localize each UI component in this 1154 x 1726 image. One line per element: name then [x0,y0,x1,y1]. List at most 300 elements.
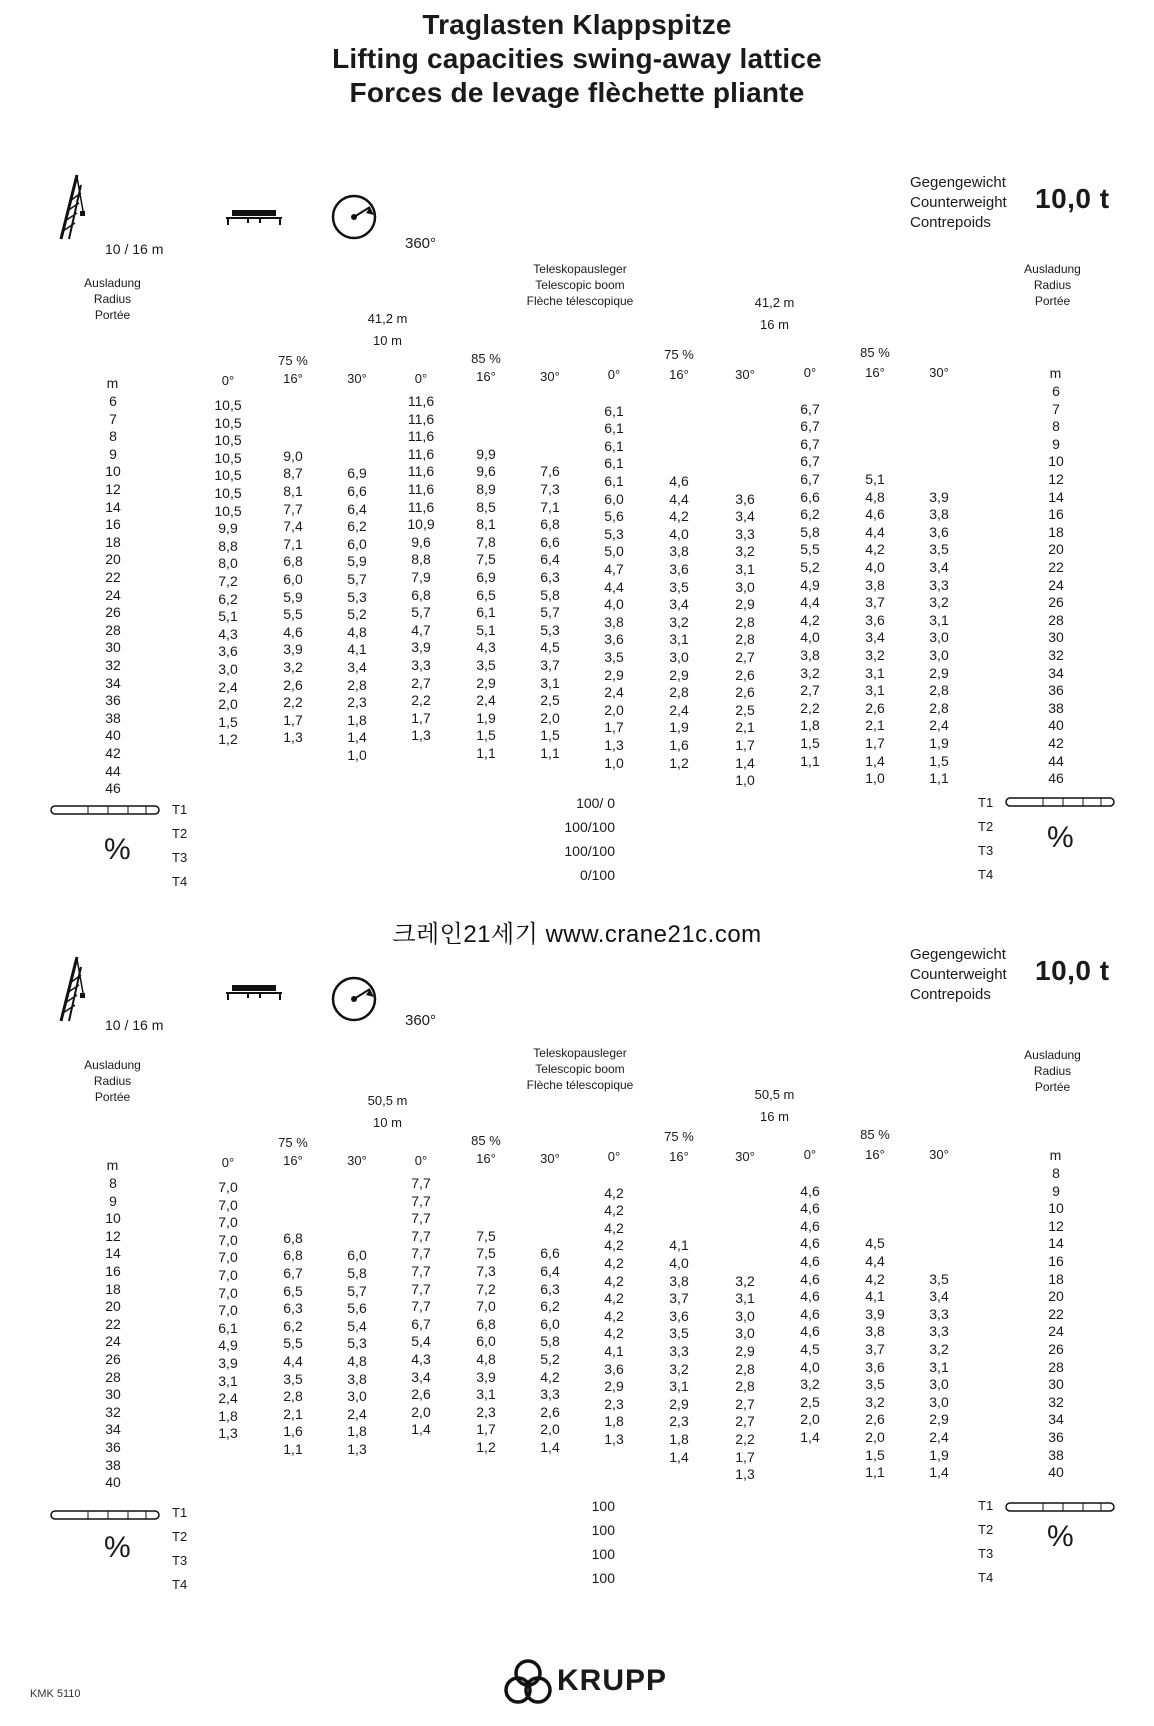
capacity-cell: 3,2 [735,1272,755,1289]
capacity-cell: 2,3 [476,1403,496,1420]
capacity-cell: 3,7 [865,594,885,611]
capacity-cell: 1,0 [735,772,755,789]
telescope-section-left-1: T2 [172,1529,188,1544]
capacity-cell: 6,1 [604,402,624,419]
capacity-cell: 6,8 [283,1247,303,1264]
capacity-cell: 2,8 [929,699,949,716]
capacity-cell: 5,4 [347,1317,367,1334]
angle-header-4: 16° [476,369,496,384]
radius-left-13: 32 [105,1403,121,1420]
radius-right-13: 32 [1048,1393,1064,1410]
capacity-cell: 1,5 [865,1446,885,1463]
angle-header-4: 16° [476,1151,496,1166]
telescopic-header-1: Telescopic boom [535,278,625,292]
telescope-value-0: 100/ 0 [576,795,615,811]
radius-left-9: 20 [105,551,121,568]
percent-symbol-left: % [104,833,131,866]
angle-header-9: 0° [803,365,817,380]
radius-header-left-1: Radius [93,292,132,306]
capacity-cell: 7,6 [540,463,560,480]
capacity-cell: 8,1 [476,516,496,533]
boom-length-1: 41,2 m [754,295,795,310]
capacity-cell: 2,9 [929,664,949,681]
capacity-cell: 7,3 [476,1263,496,1279]
capacity-cell: 4,4 [283,1353,303,1369]
capacity-cell: 4,2 [604,1184,624,1201]
capacity-cell: 2,4 [604,684,624,701]
capacity-cell: 11,6 [407,428,435,445]
capacity-cell: 2,9 [476,674,496,691]
capacity-cell: 1,0 [604,754,624,771]
capacity-cell: 3,3 [929,1323,949,1340]
radius-left-7: 20 [105,1298,121,1315]
radius-left-8: 22 [105,1315,121,1332]
capacity-cell: 5,7 [347,571,367,587]
capacity-cell: 3,4 [411,1368,431,1385]
radius-header-left-0: Ausladung [84,276,141,290]
capacity-cell: 6,2 [540,1298,560,1315]
telescope-value-2: 100/100 [564,843,615,859]
radius-right-2: 8 [1052,418,1060,435]
capacity-cell: 3,6 [929,523,949,540]
capacity-cell: 3,0 [929,629,949,646]
luffing-percent-0: 75 % [278,353,308,368]
capacity-cell: 3,3 [929,1305,949,1322]
capacity-cell: 3,3 [540,1386,560,1403]
radius-right-21: 44 [1048,752,1064,769]
capacity-cell: 2,0 [540,1421,560,1438]
angle-header-8: 30° [735,1149,755,1164]
capacity-cell: 3,5 [604,649,624,665]
capacity-cell: 7,0 [218,1231,238,1248]
capacity-cell: 3,9 [476,1368,496,1385]
luffing-percent-2: 75 % [664,347,694,362]
capacity-cell: 6,8 [540,516,560,533]
angle-header-2: 30° [347,371,367,386]
slew-angle: 360° [405,235,437,252]
angle-header-5: 30° [540,369,560,384]
capacity-cell: 6,3 [540,569,560,585]
angle-header-8: 30° [735,367,755,382]
capacity-cell: 3,5 [929,1270,949,1287]
capacity-cell: 1,7 [735,1448,755,1465]
radius-right-14: 30 [1048,629,1064,646]
capacity-cell: 4,0 [865,559,885,575]
telescopic-header-0: Teleskopausleger [533,1046,627,1060]
capacity-cell: 3,1 [669,1378,689,1395]
capacity-cell: 5,7 [411,604,431,621]
capacity-cell: 4,1 [865,1288,885,1305]
luffing-percent-2: 75 % [664,1129,694,1144]
radius-left-15: 36 [105,1439,121,1455]
telescope-value-3: 100 [591,1570,615,1586]
counterweight-value: 10,0 t [1035,955,1110,986]
radius-header-left-0: Ausladung [84,1058,141,1072]
radius-right-9: 24 [1048,1323,1064,1340]
radius-left-12: 30 [105,1386,121,1403]
boom-section-icon [50,1508,160,1527]
radius-header-right-2: Portée [1034,1080,1071,1094]
capacity-cell: 3,3 [669,1343,689,1359]
capacity-cell: 5,5 [283,1335,303,1352]
radius-left-1: 9 [109,1192,117,1209]
capacity-cell: 4,4 [865,1253,885,1269]
capacity-cell: 4,2 [865,1270,885,1287]
capacity-cell: 1,5 [929,752,949,769]
capacity-cell: 4,3 [218,625,238,642]
capacity-cell: 10,5 [214,502,242,519]
capacity-cell: 6,0 [540,1315,560,1332]
capacity-cell: 2,6 [735,684,755,701]
capacity-cell: 7,1 [540,498,560,515]
crane-boom-icon [55,953,85,1028]
capacity-cell: 4,4 [865,523,885,540]
capacity-cell: 10,5 [214,397,242,413]
radius-left-5: 16 [105,1263,121,1279]
capacity-cell: 1,0 [865,770,885,787]
telescope-value-1: 100/100 [564,819,615,835]
capacity-cell: 6,2 [800,506,820,523]
capacity-cell: 11,6 [407,445,435,462]
capacity-cell: 6,4 [540,1263,560,1279]
capacity-cell: 1,3 [347,1441,367,1457]
watermark: 크레인21세기 www.crane21c.com [392,921,762,948]
capacity-cell: 7,7 [411,1227,431,1244]
angle-header-6: 0° [607,1149,621,1164]
capacity-cell: 4,6 [800,1235,820,1252]
radius-left-6: 14 [105,498,121,515]
capacity-cell: 1,8 [604,1413,624,1430]
capacity-cell: 2,7 [800,682,820,699]
capacity-cell: 3,3 [411,657,431,673]
capacity-cell: 3,1 [669,631,689,648]
radius-left-3: 9 [109,445,117,462]
capacity-cell: 2,4 [218,1390,238,1407]
capacity-cell: 3,0 [218,661,238,677]
capacity-table-50m [0,945,1154,1595]
capacity-cell: 7,5 [476,551,496,568]
capacity-cell: 7,7 [411,1245,431,1262]
capacity-cell: 6,7 [800,418,820,435]
radius-header-right-1: Radius [1033,1064,1072,1078]
slewing-360-icon [330,975,378,1028]
capacity-cell: 1,8 [218,1407,238,1424]
capacity-cell: 8,9 [476,481,496,497]
capacity-cell: 5,3 [347,1335,367,1352]
jib-length: 10 / 16 m [105,241,164,257]
capacity-cell: 3,2 [283,659,303,675]
capacity-cell: 4,6 [800,1270,820,1287]
outrigger-icon [224,980,284,1007]
telescopic-header-2: Flèche télescopique [526,1078,634,1092]
capacity-cell: 2,7 [411,674,431,691]
capacity-cell: 3,1 [929,1358,949,1375]
radius-right-5: 16 [1048,1253,1064,1269]
capacity-cell: 1,2 [218,731,238,748]
capacity-cell: 3,6 [865,611,885,628]
luffing-percent-1: 85 % [471,1133,501,1148]
capacity-cell: 4,2 [669,508,689,525]
capacity-cell: 5,0 [604,543,624,560]
capacity-cell: 1,1 [929,770,949,787]
capacity-cell: 3,6 [669,1307,689,1324]
capacity-cell: 5,2 [540,1351,560,1367]
capacity-cell: 6,3 [540,1280,560,1297]
capacity-cell: 1,3 [604,1431,624,1447]
capacity-cell: 5,3 [540,621,560,638]
capacity-cell: 1,7 [283,711,303,728]
capacity-cell: 9,9 [218,520,238,537]
capacity-cell: 1,9 [929,1446,949,1463]
capacity-cell: 1,5 [540,727,560,744]
capacity-cell: 1,1 [540,745,560,761]
capacity-cell: 2,7 [735,649,755,665]
luffing-percent-0: 75 % [278,1135,308,1150]
capacity-cell: 4,4 [669,490,689,507]
capacity-cell: 1,9 [669,719,689,736]
capacity-cell: 4,2 [604,1307,624,1324]
radius-header-right-0: Ausladung [1024,1048,1081,1062]
radius-right-15: 32 [1048,647,1064,663]
telescope-value-2: 100 [591,1546,615,1562]
capacity-cell: 3,2 [669,613,689,630]
capacity-cell: 7,7 [411,1210,431,1227]
capacity-cell: 3,6 [218,643,238,660]
radius-left-8: 18 [105,533,121,550]
capacity-cell: 7,7 [411,1263,431,1279]
radius-left-0: 6 [109,393,117,409]
capacity-cell: 6,1 [604,420,624,437]
capacity-cell: 4,6 [283,623,303,640]
capacity-cell: 3,4 [347,659,367,675]
capacity-cell: 4,3 [411,1351,431,1367]
radius-left-7: 16 [105,516,121,533]
capacity-cell: 3,5 [283,1370,303,1387]
capacity-cell: 7,7 [283,500,303,517]
capacity-cell: 4,6 [800,1305,820,1322]
radius-left-0: 8 [109,1175,117,1191]
capacity-cell: 6,7 [411,1315,431,1332]
boom-length-0: 41,2 m [367,311,408,326]
radius-right-5: 12 [1048,471,1064,487]
radius-right-1: 9 [1052,1182,1060,1199]
capacity-cell: 5,2 [800,559,820,575]
capacity-cell: 5,5 [800,541,820,558]
telescope-section-right-1: T2 [978,819,994,834]
capacity-cell: 7,9 [411,569,431,585]
telescope-section-right-3: T4 [978,867,994,882]
capacity-cell: 7,3 [540,481,560,497]
capacity-cell: 2,7 [735,1395,755,1412]
capacity-cell: 3,0 [929,1393,949,1410]
capacity-cell: 1,0 [347,747,367,763]
capacity-cell: 7,0 [218,1302,238,1319]
capacity-cell: 3,4 [669,596,689,613]
radius-right-4: 10 [1048,453,1064,470]
radius-right-0: 6 [1052,383,1060,399]
capacity-cell: 2,9 [735,596,755,613]
capacity-cell: 4,5 [865,1235,885,1252]
capacity-cell: 6,2 [218,590,238,607]
capacity-cell: 7,0 [218,1249,238,1266]
capacity-cell: 3,8 [865,576,885,593]
capacity-cell: 3,9 [929,488,949,505]
radius-right-20: 42 [1048,735,1064,751]
capacity-cell: 5,9 [283,588,303,605]
radius-header-left-2: Portée [94,1090,131,1104]
boom-section-icon [50,803,160,822]
capacity-cell: 2,6 [865,699,885,716]
counterweight-label-1: Counterweight [910,194,1007,211]
radius-right-11: 28 [1048,1358,1064,1375]
radius-left-2: 8 [109,428,117,445]
capacity-cell: 2,4 [347,1405,367,1422]
radius-left-4: 10 [105,463,121,480]
boom-section-icon [1005,795,1115,814]
capacity-cell: 4,1 [669,1237,689,1254]
capacity-cell: 3,9 [865,1305,885,1322]
angle-header-3: 0° [414,1153,428,1168]
title-de: Traglasten Klappspitze [422,9,732,40]
capacity-cell: 2,9 [735,1343,755,1359]
capacity-cell: 5,6 [604,508,624,525]
capacity-cell: 5,9 [347,553,367,570]
capacity-cell: 2,0 [218,696,238,713]
radius-header-left-1: Radius [93,1074,132,1088]
radius-right-10: 22 [1048,559,1064,575]
radius-right-8: 18 [1048,523,1064,540]
radius-header-left-2: Portée [94,308,131,322]
capacity-cell: 2,7 [735,1413,755,1430]
capacity-cell: 3,0 [735,578,755,595]
capacity-cell: 4,2 [604,1237,624,1254]
capacity-cell: 2,6 [540,1403,560,1420]
capacity-cell: 3,2 [735,543,755,560]
capacity-cell: 4,1 [347,641,367,658]
capacity-cell: 7,5 [476,1245,496,1262]
capacity-cell: 7,7 [411,1280,431,1297]
capacity-cell: 3,0 [735,1325,755,1342]
slew-angle: 360° [405,1012,437,1029]
capacity-cell: 2,8 [735,631,755,648]
capacity-cell: 7,0 [218,1196,238,1213]
capacity-cell: 4,6 [865,506,885,523]
capacity-cell: 7,7 [411,1192,431,1209]
capacity-cell: 2,9 [604,666,624,683]
capacity-cell: 1,8 [347,1423,367,1440]
telescope-section-left-0: T1 [172,1505,188,1520]
capacity-cell: 6,1 [604,437,624,454]
capacity-cell: 1,5 [476,727,496,744]
radius-right-12: 30 [1048,1376,1064,1393]
capacity-cell: 4,6 [669,473,689,489]
radius-right-9: 20 [1048,541,1064,558]
capacity-cell: 5,5 [283,606,303,623]
capacity-cell: 6,1 [476,604,496,621]
capacity-cell: 6,6 [540,1245,560,1262]
capacity-cell: 2,2 [283,694,303,711]
capacity-cell: 1,3 [735,1466,755,1483]
capacity-cell: 3,8 [929,506,949,523]
capacity-cell: 6,8 [411,586,431,603]
radius-left-17: 36 [105,692,121,709]
capacity-cell: 4,7 [411,621,431,638]
radius-right-12: 26 [1048,594,1064,611]
radius-left-21: 44 [105,762,121,779]
capacity-cell: 1,4 [735,754,755,771]
capacity-cell: 6,9 [476,569,496,585]
capacity-cell: 1,2 [476,1439,496,1455]
capacity-cell: 1,8 [669,1431,689,1447]
capacity-cell: 3,0 [929,647,949,663]
capacity-cell: 2,2 [735,1431,755,1447]
counterweight-value: 10,0 t [1035,183,1110,214]
capacity-cell: 2,0 [800,1411,820,1428]
capacity-cell: 3,9 [283,641,303,658]
capacity-cell: 1,1 [476,745,496,761]
capacity-cell: 3,5 [669,1325,689,1342]
capacity-cell: 1,3 [283,729,303,746]
radius-left-3: 12 [105,1227,121,1244]
capacity-cell: 6,8 [283,553,303,570]
radius-right-11: 24 [1048,576,1064,593]
radius-unit-right: m [1049,365,1062,381]
capacity-cell: 3,6 [669,561,689,577]
capacity-cell: 5,4 [411,1333,431,1350]
radius-left-22: 46 [105,780,121,797]
capacity-cell: 2,8 [735,1360,755,1377]
telescope-section-right-2: T3 [978,843,994,858]
radius-left-13: 28 [105,621,121,638]
radius-right-4: 14 [1048,1235,1064,1252]
capacity-cell: 3,1 [865,664,885,681]
capacity-cell: 3,0 [735,1307,755,1324]
boom-length-0: 50,5 m [367,1093,408,1108]
jib-length-1: 16 m [760,1109,789,1124]
capacity-cell: 3,2 [865,1393,885,1410]
radius-right-10: 26 [1048,1341,1064,1357]
radius-right-7: 20 [1048,1288,1064,1305]
capacity-cell: 3,1 [218,1372,238,1389]
capacity-cell: 3,5 [669,578,689,595]
capacity-cell: 3,0 [347,1388,367,1405]
capacity-cell: 6,1 [218,1319,238,1336]
counterweight-label-0: Gegengewicht [910,174,1006,191]
capacity-cell: 6,2 [347,518,367,535]
capacity-cell: 2,8 [347,676,367,693]
telescope-section-right-0: T1 [978,1498,994,1513]
capacity-cell: 6,3 [283,1300,303,1317]
capacity-cell: 10,9 [407,516,435,533]
capacity-cell: 1,5 [218,713,238,730]
counterweight-label-1: Counterweight [910,966,1007,983]
capacity-cell: 5,8 [540,586,560,603]
capacity-cell: 5,7 [540,604,560,621]
capacity-cell: 4,2 [604,1272,624,1289]
capacity-cell: 7,2 [218,573,238,589]
counterweight-label-2: Contrepoids [910,986,991,1003]
capacity-cell: 3,5 [929,541,949,558]
capacity-cell: 4,3 [476,639,496,656]
capacity-cell: 2,5 [735,701,755,718]
capacity-cell: 3,4 [735,508,755,525]
radius-left-5: 12 [105,481,121,497]
capacity-cell: 3,1 [735,561,755,577]
capacity-cell: 4,0 [669,525,689,542]
radius-left-11: 28 [105,1368,121,1385]
capacity-cell: 2,0 [604,701,624,718]
capacity-cell: 1,1 [283,1441,303,1457]
